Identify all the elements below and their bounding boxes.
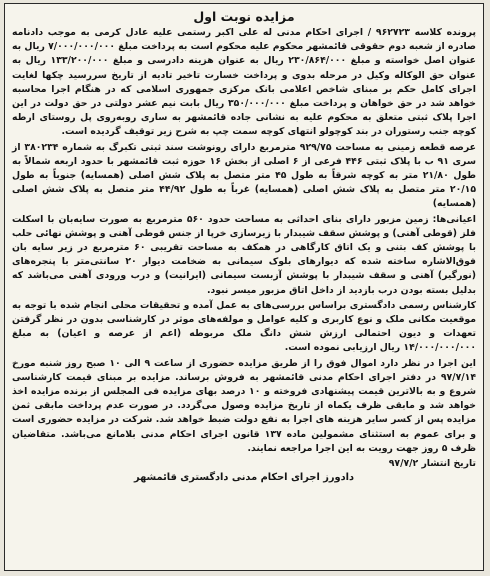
- signature-line: دادورز اجرای احکام مدنی دادگستری قائمشهر: [134, 472, 354, 484]
- notice-paragraph-case: پرونده کلاسه ۹۶۲۷۲۳ / اجرای احکام مدنی له علی اکبر رستمی علیه عادل کرمی به موجب دادنامه صادره از شعبه دوم حقوقی قائمشهر محکوم علیه محکوم است به پرداخت مبلغ ۷/۰۰۰/۰۰۰/۰۰۰ ریال به عنوان اصل خواسته و مبلغ ۲۳۰/۸۶۴/۰۰۰ ریال به عنوان هزینه دادرسی و مبلغ ۱۳۳/۲۰۰/۰۰۰ ریال به عنوان حق الوکاله وکیل در مرحله بدوی و پرداخت خسارت تاخیر تادیه از تاریخ سررسید چکها لغایت اجرای کامل حکم بر مبنای شاخص اعلامی بانک مرکزی جمهوری اسلامی که در هنگام اجرا محاسبه خواهد شد در حق خواهان و پرداخت مبلغ ۳۵۰/۰۰۰/۰۰۰ ریال بابت نیم عشر دولتی در حق دولت در این اجرا پلاک ثبتی متعلق به محکوم علیه به نشانی جاده قائمشهر به ساری روبه‌روی پل روستای ارطه کوچه جنب رستوران در بند کوچولو انتهای کوچه سمت چپ به شرح زیر توقیف گردیده است.: [12, 27, 476, 138]
- notice-title: مزایده نوبت اول: [193, 9, 295, 24]
- notice-paragraph-auction-terms: این اجرا در نظر دارد اموال فوق را از طریق مزایده حضوری از ساعت ۹ الی ۱۰ صبح روز شنبه مورخ ۹۷/۷/۱۴ در دفتر اجرای احکام مدنی قائمشهر به فروش برساند. مزایده بر مبنای قیمت کارشناسی شروع و به بالاترین قیمت پیشنهادی فروخته و ۱۰ درصد بهای مزایده فی المجلس از برنده مزایده اخذ خواهد شد و مابقی ظرف یکماه از تاریخ مزایده وصول می‌گردد. در صورت عدم پرداخت مابقی ثمن مزایده پس از کسر سایر هزینه های اجرا به نفع دولت ضبط خواهد شد. شرکت در مزایده حضوری است و برای عموم به استثنای مشمولین ماده ۱۳۷ قانون اجرای احکام مدنی بلامانع می‌باشد. متقاضیان ظرف ۵ روز جهت رویت به این اجرا مراجعه نمایند.: [12, 357, 476, 454]
- notice-paragraph-land: عرصه قطعه زمینی به مساحت ۹۲۹/۷۵ مترمربع دارای رونوشت سند ثبتی تکبرگ به شماره ۳۸۰۲۳۴ از سری ۹۱ ب با پلاک ثبتی ۴۴۶ فرعی از ۶ اصلی از بخش ۱۶ حوزه ثبت قائمشهر با حدود اربعه شمالاً به طول ۲۱/۸۰ متر به کوچه شرقاً به طول ۴۵ متر متصل به پلاک شش اصلی (همسایه) جنوباً به طول ۲۰/۱۵ متر متصل به پلاک شش اصلی (همسایه) غرباً به طول ۴۴/۹۲ متر متصل به پلاک شش اصلی (همسایه): [12, 141, 476, 210]
- notice-paragraph-buildings: اعیانی‌ها: زمین مزبور دارای بنای احداثی به مساحت حدود ۵۶۰ مترمربع به صورت سایه‌بان با اسکلت فلز (قوطی آهنی) و پوشش سقف شیبدار با زیرسازی خرپا از جنس قوطی آهنی و پوشش نهائی حلب با پوشش کف بتنی و یک اتاق کارگاهی در همکف به مساحت تقریبی ۶۰ مترمربع در زیر سایه بان فوق‌الاشاره ساخته شده که دیوارهای بلوک سیمانی به ضخامت دیوار ۲۰ سانتی‌متر با پنجره‌های (نورگیر) آهنی و سقف شیبدار با پوشش آزبست سیمانی (ایرانیت) و درب ورودی آهنی می‌باشد که بدلیل بسته بودن درب بازدید از داخل اتاق مزبور میسر نبود.: [12, 213, 477, 296]
- notice-paragraph-appraisal: کارشناس رسمی دادگستری براساس بررسی‌های به عمل آمده و تحقیقات محلی انجام شده با توجه به موقعیت مکانی ملک و نوع کاربری و کلیه عوامل و مولفه‌های موثر در کارشناسی بدون در نظر گرفتن تعهدات و دیون احتمالی ارزش شش دانگ ملک مربوطه (اعم از عرصه و اعیان) به مبلغ ۱۴/۰۰۰/۰۰۰/۰۰۰ ریال ارزیابی نموده است.: [12, 299, 476, 354]
- publish-date: تاریخ انتشار ۹۷/۷/۲: [388, 458, 476, 470]
- newspaper-notice-frame: [4, 3, 484, 571]
- notice-body: [12, 8, 476, 566]
